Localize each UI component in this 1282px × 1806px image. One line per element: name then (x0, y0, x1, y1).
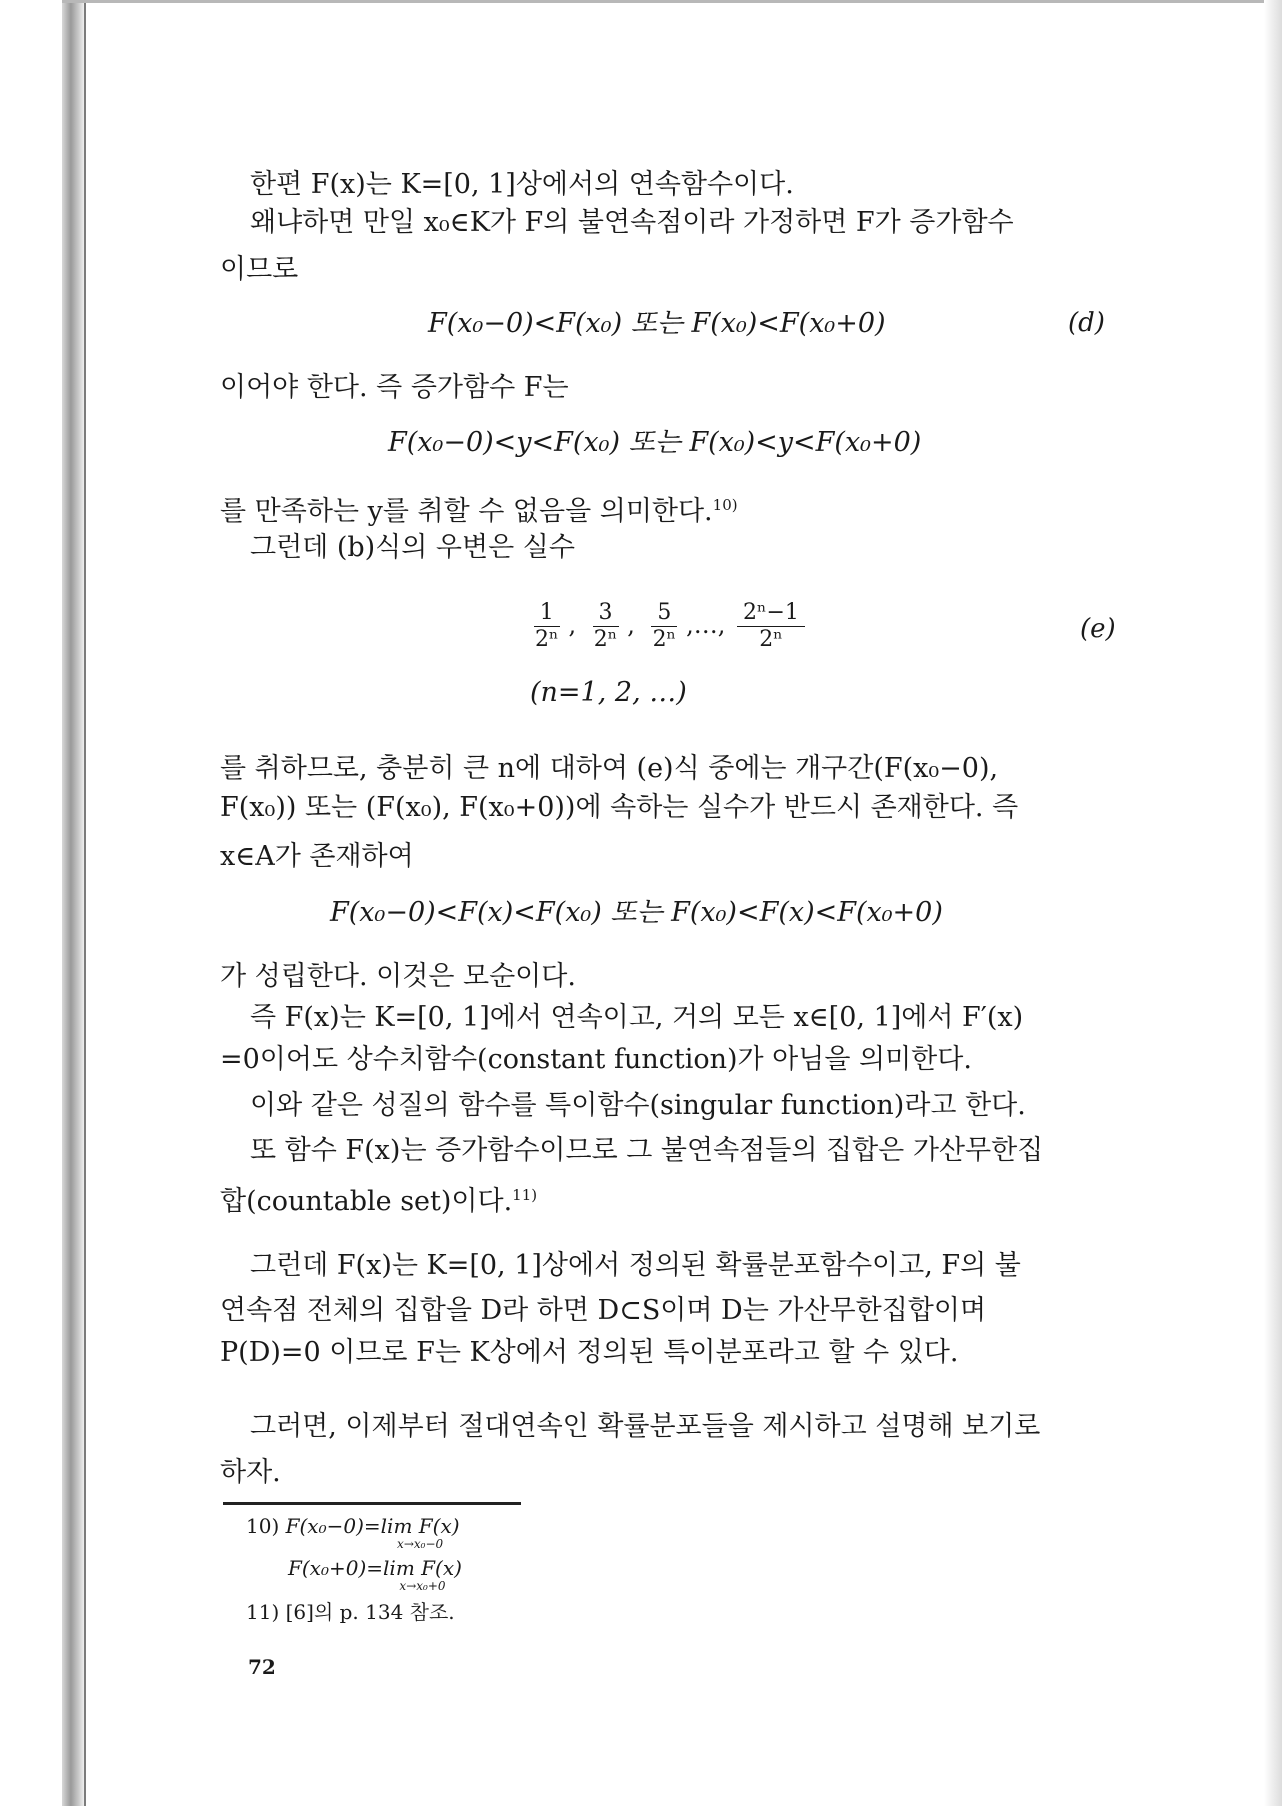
limit-expression (381, 1514, 460, 1550)
page-top-edge (62, 0, 1282, 3)
fraction (737, 600, 805, 653)
book-spine (62, 0, 84, 1806)
paragraph-line: 를 취하므로, 충분히 큰 n에 대하여 (e)식 중에는 개구간(F(x₀−0), (220, 753, 999, 784)
footnote-ref: 11) (512, 1186, 538, 1204)
paragraph-line (220, 1178, 537, 1219)
fraction (529, 600, 565, 653)
paragraph-line: 그러면, 이제부터 절대연속인 확률분포들을 제시하고 설명해 보기로 (250, 1411, 1041, 1442)
page-shadow (1264, 0, 1282, 1806)
fraction-numerator: 3 (593, 600, 619, 627)
footnote-rule (223, 1502, 521, 1505)
equation-e-domain: (n=1, 2, …) (530, 677, 687, 708)
equation-e: $\frac{1}{\text{2ⁿ}}$ , $\frac{3}{\text{2ⁿ}}$ , $\frac{5}{\text{2ⁿ}}$ ,…, $\frac{\text{2ⁿ−1}}{\text{2ⁿ}}$ (525, 600, 809, 653)
limit-text: lim F(x) (383, 1556, 462, 1580)
paragraph-line (220, 488, 738, 529)
paragraph-line: 또 함수 F(x)는 증가함수이므로 그 불연속점들의 집합은 가산무한집 (250, 1135, 1044, 1166)
fraction-numerator: 1 (534, 600, 560, 627)
footnote-ref: 10) (712, 496, 738, 514)
limit-text: lim F(x) (380, 1514, 460, 1538)
paragraph-line: F(x₀)) 또는 (F(x₀), F(x₀+0))에 속하는 실수가 반드시 존재한다. 즉 (220, 792, 1019, 823)
spine-edge (84, 0, 86, 1806)
paragraph-line: 이와 같은 성질의 함수를 특이함수(singular function)라고 한다. (250, 1090, 1026, 1121)
paragraph-line: 가 성립한다. 이것은 모순이다. (220, 961, 576, 992)
limit-expression (383, 1556, 462, 1592)
paragraph-line: 왜냐하면 만일 x₀∈K가 F의 불연속점이라 가정하면 F가 증가함수 (250, 207, 1014, 238)
equation-y: F(x₀−0)<y<F(x₀) 또는 F(x₀)<y<F(x₀+0) (388, 427, 922, 458)
paragraph-line: 그런데 F(x)는 K=[0, 1]상에서 정의된 확률분포함수이고, F의 불 (250, 1250, 1021, 1281)
paragraph-line: 이므로 (220, 254, 299, 285)
paragraph-line: 하자. (220, 1457, 281, 1488)
footnote-label: 10) (246, 1514, 280, 1538)
footnote-11: 11) [6]의 p. 134 참조. (246, 1600, 455, 1624)
paragraph-text: 합(countable set)이다. (220, 1186, 513, 1217)
limit-subscript: x→x₀−0 (397, 1537, 444, 1551)
equation-x: F(x₀−0)<F(x)<F(x₀) 또는 F(x₀)<F(x)<F(x₀+0) (330, 897, 943, 928)
paragraph-line: x∈A가 존재하여 (220, 841, 414, 872)
fraction-denominator: 2ⁿ (759, 627, 783, 652)
paragraph-line: =0이어도 상수치함수(constant function)가 아님을 의미한다. (220, 1044, 972, 1075)
fraction-denominator: 2ⁿ (593, 627, 618, 652)
paragraph-line: 한편 F(x)는 K=[0, 1]상에서의 연속함수이다. (250, 169, 794, 200)
footnote-10-line1 (246, 1514, 460, 1550)
paragraph-line: P(D)=0 이므로 F는 K상에서 정의된 특이분포라고 할 수 있다. (220, 1337, 959, 1368)
fraction-numerator: 2ⁿ−1 (737, 600, 805, 627)
footnote-10-line2 (288, 1556, 462, 1592)
fraction (588, 600, 624, 653)
footnote-lhs: F(x₀−0)= (285, 1514, 381, 1538)
paragraph-text: 를 만족하는 y를 취할 수 없음을 의미한다. (220, 496, 713, 527)
equation-d: F(x₀−0)<F(x₀) 또는 F(x₀)<F(x₀+0) (428, 308, 886, 339)
paragraph-line: 즉 F(x)는 K=[0, 1]에서 연속이고, 거의 모든 x∈[0, 1]에서 F′(x) (250, 1002, 1024, 1033)
equation-label-d: (d) (1068, 308, 1105, 338)
fraction-numerator: 5 (651, 600, 677, 627)
paragraph-line: 그런데 (b)식의 우변은 실수 (250, 532, 575, 563)
fraction-denominator: 2ⁿ (652, 627, 677, 652)
ellipsis: ,…, (686, 611, 726, 639)
paragraph-line: 이어야 한다. 즉 증가함수 F는 (220, 372, 569, 403)
footnote-lhs: F(x₀+0)= (288, 1556, 384, 1580)
fraction-denominator: 2ⁿ (535, 627, 559, 652)
limit-subscript: x→x₀+0 (399, 1579, 446, 1593)
equation-label-e: (e) (1080, 614, 1116, 644)
fraction (647, 600, 683, 653)
paragraph-line: 연속점 전체의 집합을 D라 하면 D⊂S이며 D는 가산무한집합이며 (220, 1295, 987, 1326)
page-number: 72 (248, 1655, 276, 1679)
